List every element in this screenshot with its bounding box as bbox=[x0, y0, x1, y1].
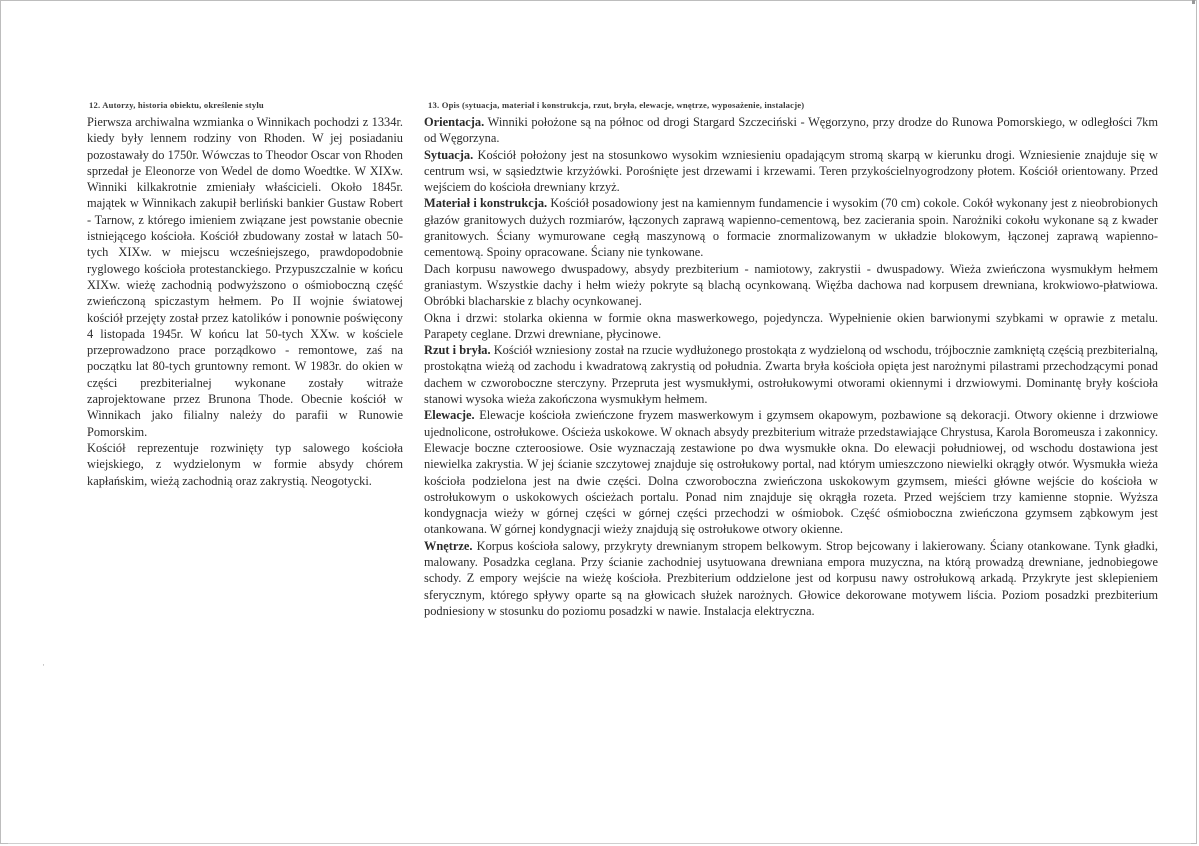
section-text: Okna i drzwi: stolarka okienna w formie okna maswerkowego, pojedyncza. Wypełnienie okien barwionymi szybkami w oprawie z metalu. Parapety ceglane. Drzwi drewniane, płycinowe. bbox=[424, 310, 1158, 341]
section-material bbox=[424, 195, 1158, 260]
history-paragraph: Pierwsza archiwalna wzmianka o Winnikach pochodzi z 1334r. kiedy były lennem rodziny von Rhoden. W jej posiadaniu pozostawały do 1750r. Wówczas to Theodor Oscar von Rhoden sprzedał je Eleonorze von Wedel de domo Woedtke. W XIXw. Winniki kilkakrotnie zmieniały właścicieli. Około 1845r. majątek w Winnikach zakupił berliński bankier Gustaw Robert - Tarnow, z którego imieniem związane jest powstanie obecnie istniejącego kościoła. Kościół zbudowany został w latach 50-tych XIXw. w miejscu wcześniejszego, prawdopodobnie ryglowego kościoła protestanckiego. Przypuszczalnie w końcu XIXw. wieżę zachodnią podwyższono o ośmioboczną część zwieńczoną spiczastym hełmem. Po II wojnie światowej kościół przejęty został przez katolików i ponownie poświęcony 4 listopada 1945r. W końcu lat 50-tych XXw. w kościele przeprowadzono prace porządkowo - remontowe, zaś na początku lat 80-tych gruntowny remont. W 1983r. do okien w części prezbiterialnej wykonane zostały witraże zaprojektowane przez Brunona Thode. Obecnie kościół w Winnikach jako filialny należy do parafii w Runowie Pomorskim. bbox=[87, 115, 403, 439]
section-text: Kościół położony jest na stosunkowo wysokim wzniesieniu opadającym stromą skarpą w kierunku drogi. Wzniesienie znajduje się w centrum wsi, w sąsiedztwie krzyżówki. Porośnięte jest drzewami i krzewami. Teren przykościelnyogrodzony płotem. Kościół orientowany. Przed wejściem do kościoła drewniany krzyż. bbox=[424, 147, 1158, 195]
section-text: Elewacje kościoła zwieńczone fryzem maswerkowym i gzymsem okapowym, pozbawione są dekoracji. Otwory okienne i drzwiowe ujednolicone, ostrołukowe. Ościeża uskokowe. W oknach absydy prezbiterium witraże przedstawiające Chrystusa, Karola Boromeusza i zakonnicy. Elewacje boczne czteroosiowe. Osie wyznaczają zestawione po dwa wysmukłe okna. Do elewacji południowej, od wschodu dostawiona jest niewielka zakrystia. W jej ścianie szczytowej znajduje się ostrołukowy portal, nad którym umieszczono niewielki okrągły otwór. Wysmukła wieża kościoła podzielona jest na dwie części. Dolna czworoboczna zwieńczona uskokowym gzymsem, mieści główne wejście do kościoła w ostrołukowym o uskokowych ościeżach portalu. Ponad nim znajduje się okrągła rozeta. Przed wejściem trzy kamienne stopnie. Wyższa kondygnacja wieży w górnej części w górnej części przechodzi w ośmiobok. Część ośmioboczna zwieńczona gzymsem ząbkowym jest otankowana. W górnej kondygnacji wieży znajdują się ostrołukowe otwory okienne. bbox=[424, 408, 1158, 537]
bottom-edge bbox=[8, 843, 1191, 844]
section-text: Dach korpusu nawowego dwuspadowy, absydy prezbiterium - namiotowy, zakrystii - dwuspadowy. Wieża zwieńczona wysmukłym hełmem graniastym. Wszystkie dachy i hełm wieży pokryte są blachą ocynkowaną. Więźba dachowa nad korpusem drewniana, krokwiowo-płatwiowa. Obróbki blacharskie z blachy ocynkowanej. bbox=[424, 261, 1158, 309]
style-paragraph: Kościół reprezentuje rozwinięty typ salowego kościoła wiejskiego, z wydzielonym w formie absydy chórem kapłańskim, wieżą zachodnią oraz zakrystią. Neogotycki. bbox=[87, 440, 403, 488]
section-label: Elewacje. bbox=[424, 408, 475, 423]
section-rzut bbox=[424, 342, 1158, 407]
description-column bbox=[424, 100, 1158, 619]
section-orientacja bbox=[424, 114, 1158, 147]
corner-mark bbox=[1192, 0, 1195, 4]
section-text: Korpus kościoła salowy, przykryty drewnianym stropem belkowym. Strop bejcowany i lakierowany. Ściany otankowane. Tynk gładki, malowany. Posadzka ceglana. Przy ścianie zachodniej usytuowana drewniana empora muzyczna, na którą prowadzą drewniane, jednobiegowe schody. Z empory wejście na wieżę kościoła. Prezbiterium oddzielone jest od korpusu nawy ostrołukową arkadą. Przykryte jest sklepieniem sferycznym, którego spływy oparte są na głowicach służek narożnych. Głowice dekorowane motywem liścia. Poziom posadzki prezbiterium podniesiony w stosunku do poziomu posadzki w nawie. Instalacja elektryczna. bbox=[424, 538, 1158, 618]
section-text: Kościół wzniesiony został na rzucie wydłużonego prostokąta z wydzieloną od wschodu, trójbocznie zamkniętą częścią prezbiterialną, prostokątna wieżą od zachodu i kwadratową zakrystią od południa. Zwarta bryła kościoła opięta jest narożnymi pilastrami przechodzącymi ponad dachem w czworoboczne sterczyny. Przepruta jest wysmukłymi, ostrołukowymi otworami okiennymi i drzwiowymi. Dominantę bryły kościoła stanowi wysoka wieża zakończona wysmukłym hełmem. bbox=[424, 343, 1158, 407]
history-column bbox=[87, 100, 403, 489]
scan-speck: · bbox=[42, 660, 45, 670]
section-label: Wnętrze. bbox=[424, 538, 473, 553]
section-wnetrze bbox=[424, 538, 1158, 619]
section-elewacje bbox=[424, 407, 1158, 537]
description-heading: 13. Opis (sytuacja, materiał i konstrukcja, rzut, bryła, elewacje, wnętrze, wyposażenie, instalacje) bbox=[428, 100, 805, 110]
section-label: Materiał i konstrukcja. bbox=[424, 196, 548, 211]
section-dach bbox=[424, 261, 1158, 310]
section-label: Orientacja. bbox=[424, 115, 485, 129]
section-label: Rzut i bryła. bbox=[424, 343, 491, 358]
section-sytuacja bbox=[424, 147, 1158, 196]
section-text: Winniki położone są na północ od drogi Stargard Szczeciński - Węgorzyno, przy drodze do Runowa Pomorskiego, w odległości 7km od Węgorzyna. bbox=[424, 115, 1158, 146]
section-text: Kościół posadowiony jest na kamiennym fundamencie i wysokim (70 cm) cokole. Cokół wykonany jest z nieobrobionych głazów granitowych dużych rozmiarów, łączonych zaprawą wapienno-cementową, bez zacierania spoin. Narożniki cokołu wykonane są z kwader granitowych. Ściany wymurowane cegłą maszynową o formacie znormalizowanym w układzie blokowym, łączonej zaprawą wapienno-cementową. Spoiny opracowane. Ściany nie tynkowane. bbox=[424, 196, 1158, 260]
history-heading: 12. Autorzy, historia obiektu, określenie stylu bbox=[89, 100, 264, 110]
section-label: Sytuacja. bbox=[424, 147, 474, 162]
section-okna bbox=[424, 310, 1158, 343]
